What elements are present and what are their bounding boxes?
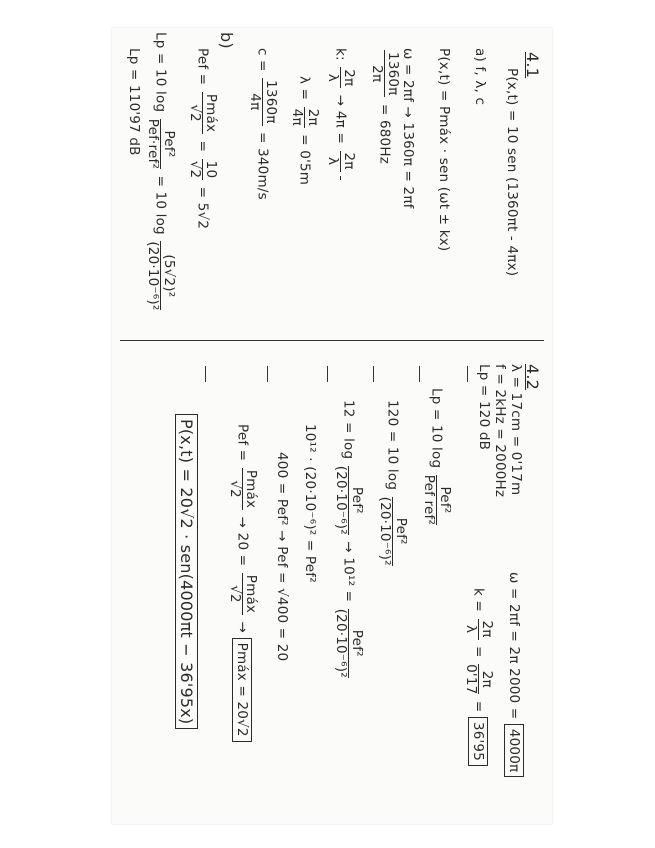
eq-400: 400 = Pef² → Pef = √400 = 20 <box>274 452 290 662</box>
eq-120: 120 = 10 log Pef² (20·10⁻⁶)² <box>377 400 409 566</box>
divider-3 <box>373 366 374 382</box>
eq-12: 12 = log Pef² (20·10⁻⁶)² → 10¹² = Pef² (20·10⁻⁶)² <box>333 400 365 678</box>
scanned-sheet <box>112 28 552 824</box>
part-a-label: a) f, λ, c <box>472 48 488 106</box>
lp-calc: Lp = 10 log Pef² Pef·ref² = 10 log (5√2)² (20·10⁻⁶)² <box>145 32 177 311</box>
divider-1 <box>467 366 468 382</box>
divider-4 <box>327 366 328 382</box>
final-answer: P(x,t) = 20√2 · sen(4000πt − 36'95x) <box>177 414 196 729</box>
frequency-result: 1360π 2π = 680Hz <box>369 52 401 164</box>
general-equation: P(x,t) = Pmáx · sen (ωt ± kx) <box>436 48 452 252</box>
eq-10-12: 10¹² · (20·10⁻⁶)² = Pef² <box>302 424 318 583</box>
pressure-equation: P(x,t) = 10 sen (1360πt - 4πx) <box>504 68 520 277</box>
section-title-4-1: 4.1 <box>523 52 542 79</box>
part-b-label: b) <box>217 32 236 49</box>
section-title-4-2: 4.2 <box>523 364 542 391</box>
rotated-page <box>112 28 552 824</box>
divider-6 <box>205 366 206 382</box>
omega-line: ω = 2πf → 1360π = 2πf <box>400 48 416 209</box>
k-calc: k = 2π λ = 2π 0'17 = 36'95 <box>463 588 494 766</box>
lp-formula: Lp = 10 log Pef² Pef ref² <box>421 388 453 526</box>
column-divider <box>120 340 544 341</box>
given-lambda: λ = 17cm = 0'17m <box>508 364 524 496</box>
divider-2 <box>419 366 420 382</box>
pef-line: Pef = Pmáx √2 = 10 √2 = 5√2 <box>187 48 219 230</box>
omega-calc: ω = 2πf = 2π 2000 = 4000π <box>506 572 522 777</box>
given-f: f = 2kHz = 2000Hz <box>492 364 508 498</box>
lp-result: Lp = 110'97 dB <box>126 48 142 156</box>
speed-line: c = 1360π 4π = 340m/s <box>247 48 279 200</box>
k-line: k: 2π λ → 4π = 2π λ <box>325 48 356 182</box>
given-lp: Lp = 120 dB <box>476 364 492 451</box>
pmax-calc: Pef = Pmáx √2 → 20 = Pmáx √2 → Pmáx = 20√2 <box>227 424 258 742</box>
lambda-line: λ = 2π 4π = 0'5m <box>289 76 321 186</box>
divider-5 <box>267 366 268 382</box>
